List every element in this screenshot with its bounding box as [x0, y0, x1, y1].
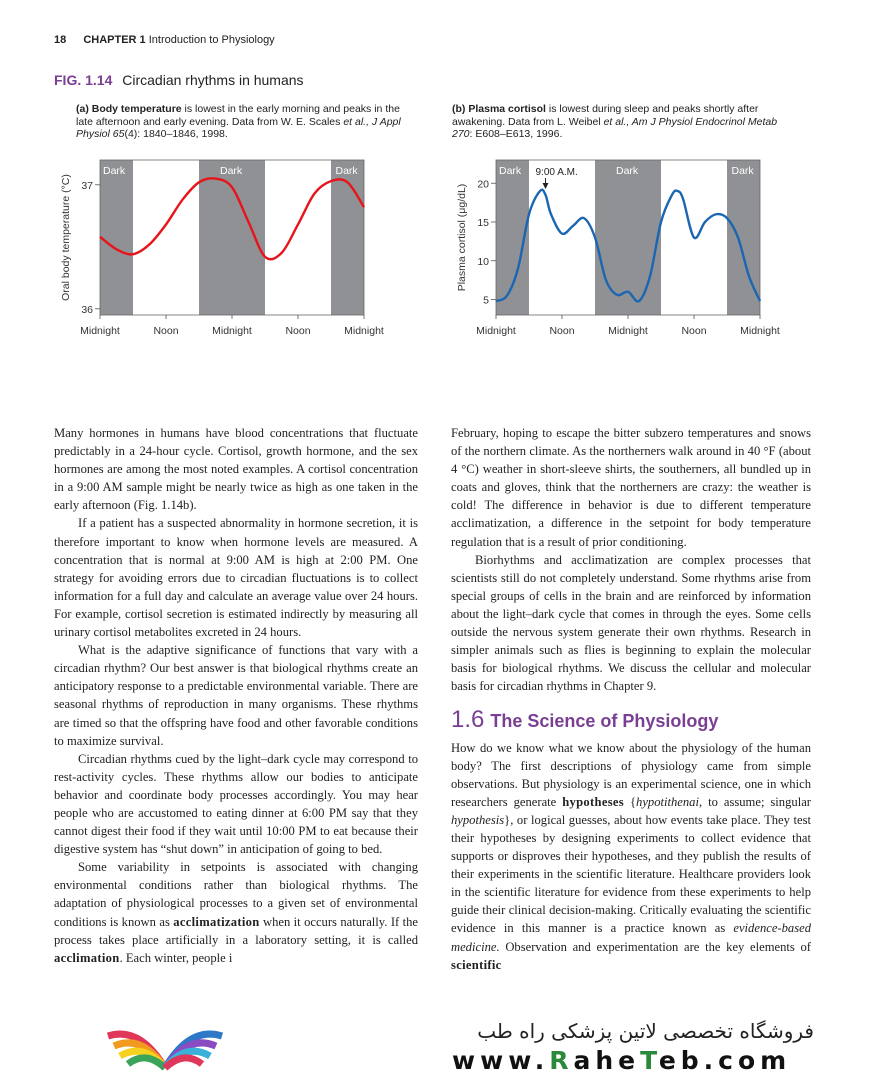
x-tick-label: Midnight [608, 325, 648, 337]
dark-label: Dark [220, 165, 243, 177]
dark-band [100, 160, 133, 315]
paragraph: What is the adaptive significance of functions that vary with a circadian rhythm? Our best answer is that biological rhythms create an anticipatory response to a predictable environmental variable. There are seasonal rhythms of reproduction in many organisms. These rhythms are timed so that the offspring have food and other favorable conditions to maximize survival. [54, 643, 418, 748]
x-tick-label: Noon [285, 325, 311, 337]
paragraph: If a patient has a suspected abnormality in hormone secretion, it is therefore important to know when hormone levels are measured. A concentration that is normal at 9:00 AM is high at 2:00 PM. One strategy for avoiding errors due to circadian fluctuations is to collect information for a full day and calculate an average value over 24 hours. For example, cortisol secretion is estimated indirectly by measuring all urinary cortisol metabolites excreted in 24 hours. [54, 516, 418, 640]
page-number: 18 [54, 34, 67, 46]
y-tick-label: 5 [483, 294, 489, 307]
caption-b-etal: et al., Am J Physiol Endocrinol Metab 270 [452, 115, 778, 140]
dark-label: Dark [103, 165, 126, 177]
term-acclimation: acclimation [54, 950, 120, 965]
caption-a-cite: (4): 1840–1846, 1998. [124, 128, 228, 140]
caption-b-tag: (b) [452, 103, 466, 115]
figure-label: FIG. 1.14 [54, 72, 113, 88]
body-column-right [451, 424, 811, 974]
section-heading [451, 706, 811, 734]
caption-b-text: is lowest during sleep and peaks shortly after awakening. Data from L. Weibel [452, 103, 759, 128]
book-logo-icon [100, 1006, 230, 1076]
dark-label: Dark [731, 165, 754, 177]
y-tick-label: 37 [81, 179, 93, 192]
paragraph: Many hormones in humans have blood concentrations that fluctuate predictably in a 24-hour cycle. Cortisol, growth hormone, and the sex hormones are among the most noted examples. A cortisol concentration in a 9:00 AM sample might be nearly twice as high as one taken in the early afternoon (Fig. 1.14b). [54, 426, 418, 513]
chapter-title: Introduction to Physiology [148, 34, 275, 46]
term-evidence-based-medicine: evidence-based medicine. [451, 921, 811, 954]
y-tick-label: 36 [81, 303, 93, 316]
figure-caption-title: Circadian rhythms in humans [122, 72, 304, 88]
page-header [54, 34, 275, 46]
caption-a [76, 103, 416, 141]
section-number: 1.6 [451, 706, 485, 734]
dark-label: Dark [616, 165, 639, 177]
caption-b-bold: Plasma cortisol [468, 103, 546, 115]
x-tick-label: Noon [549, 325, 575, 337]
x-tick-label: Noon [153, 325, 179, 337]
term-acclimatization: acclimatization [173, 914, 260, 929]
term-hypotheses: hypotheses [562, 794, 624, 809]
x-tick-label: Midnight [80, 325, 120, 337]
dark-label: Dark [335, 165, 358, 177]
paragraph: February, hoping to escape the bitter subzero temperatures and snows of the northern climate. As the northerners walk around in 40 °F (about 4 °C) weather in short-sleeve shirts, the southerners, all bundled up in coats and gloves, think that the northerners are crazy: the weather is cold! The difference in behavior is due to different temperature acclimatization, a difference in the setpoint for body temperature regulation that is a result of prior conditioning. [451, 426, 811, 549]
paragraph: Circadian rhythms cued by the light–dark cycle may correspond to rest-activity cycles. These rhythms allow our bodies to anticipate behavior and coordinate body processes accordingly. You may hear people who are accustomed to eating dinner at 6:00 PM say that they cannot digest their food if they wait until 10:00 PM to eat because their digestive system has “shut down” in anticipation of going to bed. [54, 751, 418, 857]
caption-a-journal: J Appl Physiol 65 [76, 115, 401, 140]
y-tick-label: 10 [477, 255, 489, 268]
x-tick-label: Midnight [344, 325, 384, 337]
store-name: فروشگاه تخصصی لاتین پزشکی راه طب [477, 1019, 814, 1043]
website-url: www.RaheTeb.com [452, 1046, 792, 1075]
caption-a-text: is lowest in the early morning and peaks in the late afternoon and early evening. Data from W. E. Scales [76, 103, 400, 128]
section-title: The Science of Physiology [490, 711, 719, 732]
y-axis-label: Oral body temperature (°C) [60, 174, 72, 301]
body-temperature-chart [54, 150, 434, 350]
chapter-label: CHAPTER 1 [83, 34, 146, 46]
caption-a-tag: (a) [76, 103, 89, 115]
figure-title [54, 72, 304, 88]
y-axis-label: Plasma cortisol (μg/dL) [456, 183, 468, 292]
annotation-arrowhead [543, 183, 549, 189]
dark-label: Dark [499, 165, 522, 177]
annotation-label: 9:00 A.M. [535, 167, 578, 178]
x-tick-label: Midnight [212, 325, 252, 337]
caption-a-etal: et al., [343, 115, 369, 128]
paragraph: Biorhythms and acclimatization are complex processes that scientists still do not completely understand. Some rhythms arise from special groups of cells in the brain and are reinforced by information about the light–dark cycle that comes in through the eyes. Some cells outside the nervous system generate their own rhythms. Research in simpler animals such as flies is beginning to explain the molecular basis for biological rhythms. We discuss the cellular and molecular basis for circadian rhythms in Chapter 9. [451, 552, 811, 694]
plasma-cortisol-chart [450, 150, 830, 350]
caption-b-cite: : E608–E613, 1996. [469, 128, 563, 140]
term-scientific: scientific [451, 957, 502, 972]
y-tick-label: 15 [477, 217, 489, 229]
x-tick-label: Noon [681, 325, 707, 337]
paragraph: How do we know what we know about the physiology of the human body? The first descriptions of physiology came from simple observations. But physiology is an experimental science, one in which researchers generate hypotheses {hypotithenai, to assume; singular hypothesis}, or logical guesses, about how events take place. They test their hypotheses by designing experiments to collect evidence that supports or disproves their hypotheses, and they publish the results of their experiments in the scientific literature. Healthcare providers look in the scientific literature for evidence from these experiments to help guide their clinical decision-making. Critically evaluating the scientific evidence in this manner is a practice known as evidence-based medicine. Observation and experimentation are the key elements of scientific [451, 740, 811, 972]
y-tick-label: 20 [477, 178, 489, 191]
caption-b [452, 103, 792, 141]
body-column-left [54, 424, 418, 967]
x-tick-label: Midnight [740, 325, 780, 337]
paragraph: Some variability in setpoints is associated with changing environmental conditions rather than biological rhythms. The adaptation of physiological processes to a given set of environmental conditions is known as acclimatization when it occurs naturally. If the process takes place artificially in a laboratory setting, it is called acclimation. Each winter, people i [54, 860, 418, 965]
x-tick-label: Midnight [476, 325, 516, 337]
caption-a-bold: Body temperature [91, 103, 182, 115]
